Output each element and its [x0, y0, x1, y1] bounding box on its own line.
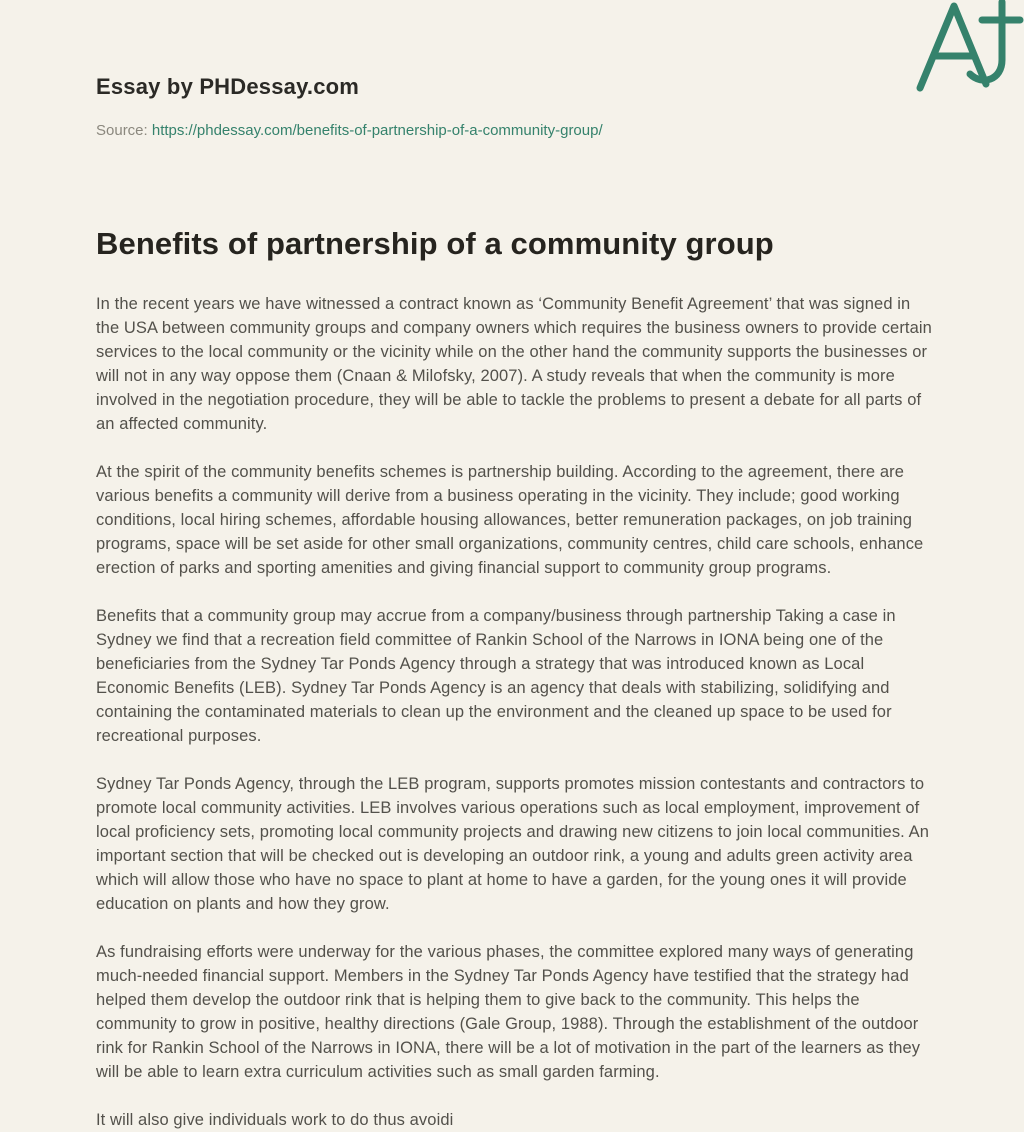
essay-paragraph: It will also give individuals work to do thus avoidi: [96, 1110, 454, 1129]
source-url-link[interactable]: https://phdessay.com/benefits-of-partnership-of-a-community-group/: [151, 122, 603, 139]
essay-paragraph: At the spirit of the community benefits schemes is partnership building. According to the agreement, there are various benefits a community will derive from a business operating in the vicinity. They include; good working conditions, local hiring schemes, affordable housing allowances, better remuneration packages, on job training programs, space will be set aside for other small organizations, community centres, child care schools, enhance erection of parks and sporting amenities and giving financial support to community group programs.: [96, 462, 924, 577]
essay-paragraph: In the recent years we have witnessed a contract known as ‘Community Benefit Agreement’ that was signed in the USA between community groups and company owners which requires the business owners to provide certain services to the local community or the vicinity while on the other hand the community supports the businesses or will not in any way oppose them (Cnaan & Milofsky, 2007). A study reveals that when the community is more involved in the negotiation procedure, they will be able to tackle the problems to present a debate for all parts of an affected community.: [96, 294, 932, 433]
phdessay-a-plus-logo: [912, 0, 1024, 94]
essay-byline: Essay by PHDessay.com: [96, 74, 360, 99]
essay-body: [96, 292, 932, 1132]
essay-paragraph: As fundraising efforts were underway for the various phases, the committee explored many ways of generating much-needed financial support. Members in the Sydney Tar Ponds Agency have testified that the strategy had helped them develop the outdoor rink that is helping them to give back to the community. This helps the community to grow in positive, healthy directions (Gale Group, 1988). Through the establishment of the outdoor rink for Rankin School of the Narrows in IONA, there will be a lot of motivation in the part of the learners as they will be able to learn extra curriculum activities such as small garden farming.: [96, 942, 921, 1081]
page-header: [96, 74, 928, 139]
essay-paragraph: Sydney Tar Ponds Agency, through the LEB program, supports promotes mission contestants and contractors to promote local community activities. LEB involves various operations such as local employment, improvement of local proficiency sets, promoting local community projects and drawing new citizens to join local communities. An important section that will be checked out is developing an outdoor rink, a young and adults green activity area which will allow those who have no space to plant at home to have a garden, for the young ones it will provide education on plants and how they grow.: [96, 774, 930, 913]
source-label: Source:: [96, 122, 148, 139]
essay-paragraph: Benefits that a community group may accrue from a company/business through partnership Taking a case in Sydney we find that a recreation field committee of Rankin School of the Narrows in IONA being one of the beneficiaries from the Sydney Tar Ponds Agency through a strategy that was introduced known as Local Economic Benefits (LEB). Sydney Tar Ponds Agency is an agency that deals with stabilizing, solidifying and containing the contaminated materials to clean up the environment and the cleaned up space to be used for recreational purposes.: [96, 606, 896, 745]
essay-title: Benefits of partnership of a community group: [96, 226, 774, 261]
source-line: [96, 122, 928, 139]
